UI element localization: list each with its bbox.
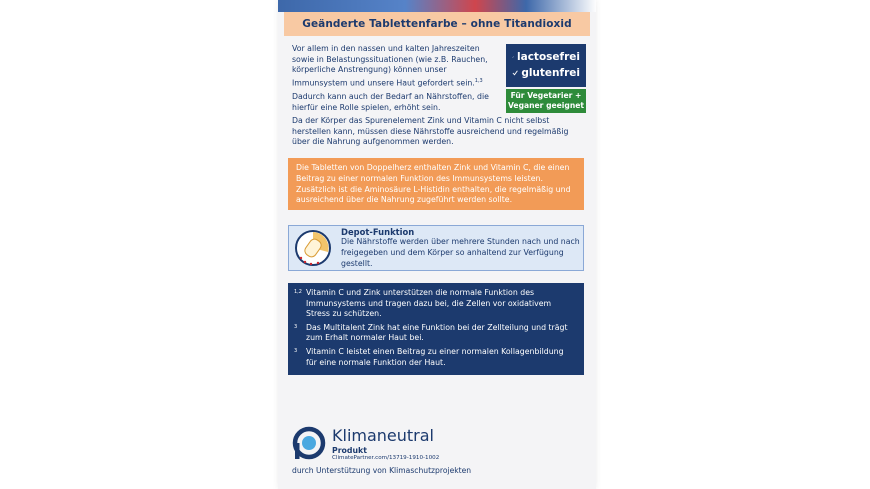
intro-paragraph-3: Da der Körper das Spurenelement Zink und Vitamin C nicht selbst herstellen kann, müssen diese Nährstoffe ausreichend und regelmäßig über die Nahrung aufgenommen werden. xyxy=(292,116,569,147)
claim-item xyxy=(294,288,576,320)
depot-function-box xyxy=(288,225,584,271)
info-banner xyxy=(284,12,590,36)
checkmark-icon xyxy=(512,50,514,64)
banner-title: Geänderte Tablettenfarbe – ohne Titandioxid xyxy=(302,18,572,30)
intro-text xyxy=(292,44,504,116)
depot-title: Depot-Funktion xyxy=(341,226,415,237)
claim-ref: 3 xyxy=(294,323,298,330)
allergen-badge xyxy=(506,44,586,87)
top-brand-strip xyxy=(278,0,596,12)
gluten-free-label: glutenfrei xyxy=(521,67,580,79)
claim-text: Das Multitalent Zink hat eine Funktion bei der Zellteilung und trägt zum Erhalt normaler Haut bei. xyxy=(306,322,568,343)
claim-text: Vitamin C und Zink unterstützen die normale Funktion des Immunsystems und tragen dazu bei, die Zellen vor oxidativem Stress zu schützen. xyxy=(306,288,552,319)
depot-description: Die Nährstoffe werden über mehrere Stunden nach und nach freigegeben und dem Körper so anhaltend zur Verfügung gestellt. xyxy=(341,237,580,268)
climate-neutral-title: Klimaneutral xyxy=(332,426,434,445)
claim-item xyxy=(294,323,576,344)
climate-partner-logo-icon xyxy=(292,426,326,460)
intro-paragraph-1: Vor allem in den nassen und kalten Jahreszeiten sowie in Belastungssituationen (wie z.B. Rauchen, körperliche Anstrengung) können unser Immunsystem und unsere Haut gefordert sein.$^{1,3}$ xyxy=(292,44,488,88)
checkmark-icon xyxy=(512,66,518,80)
climate-product-label: Produkt xyxy=(332,446,367,455)
lactose-free-label: lactosefrei xyxy=(517,51,580,63)
claim-ref: 3 xyxy=(294,347,298,354)
footnote-ref: 1,3 xyxy=(474,77,483,84)
vegan-badge: Für Vegetarier + Veganer geeignet xyxy=(506,89,586,113)
climate-support-text: durch Unterstützung von Klimaschutzprojekten xyxy=(292,466,472,475)
climate-neutral-section xyxy=(292,424,532,484)
highlight-box: Die Tabletten von Doppelherz enthalten Zink und Vitamin C, die einen Beitrag zu einer normalen Funktion des Immunsystems leisten. Zusätzlich ist die Aminosäure L-Histidin enthalten, die regelmäßig und ausreichend über die Nahrung zugeführt werden sollte. xyxy=(288,158,584,210)
depot-clock-icon xyxy=(293,228,333,268)
intro-paragraph-2: Dadurch kann auch der Bedarf an Nährstoffen, die hierfür eine Rolle spielen, erhöht sein. xyxy=(292,91,489,112)
climate-partner-url: ClimatePartner.com/13719-1910-1002 xyxy=(332,455,440,461)
claim-item xyxy=(294,347,576,368)
product-package-back xyxy=(278,0,596,489)
claim-text: Vitamin C leistet einen Beitrag zu einer normalen Kollagenbildung für eine normale Funktion der Haut. xyxy=(306,346,564,367)
claim-ref: 1,2 xyxy=(294,289,302,295)
health-claims-box xyxy=(288,283,584,375)
